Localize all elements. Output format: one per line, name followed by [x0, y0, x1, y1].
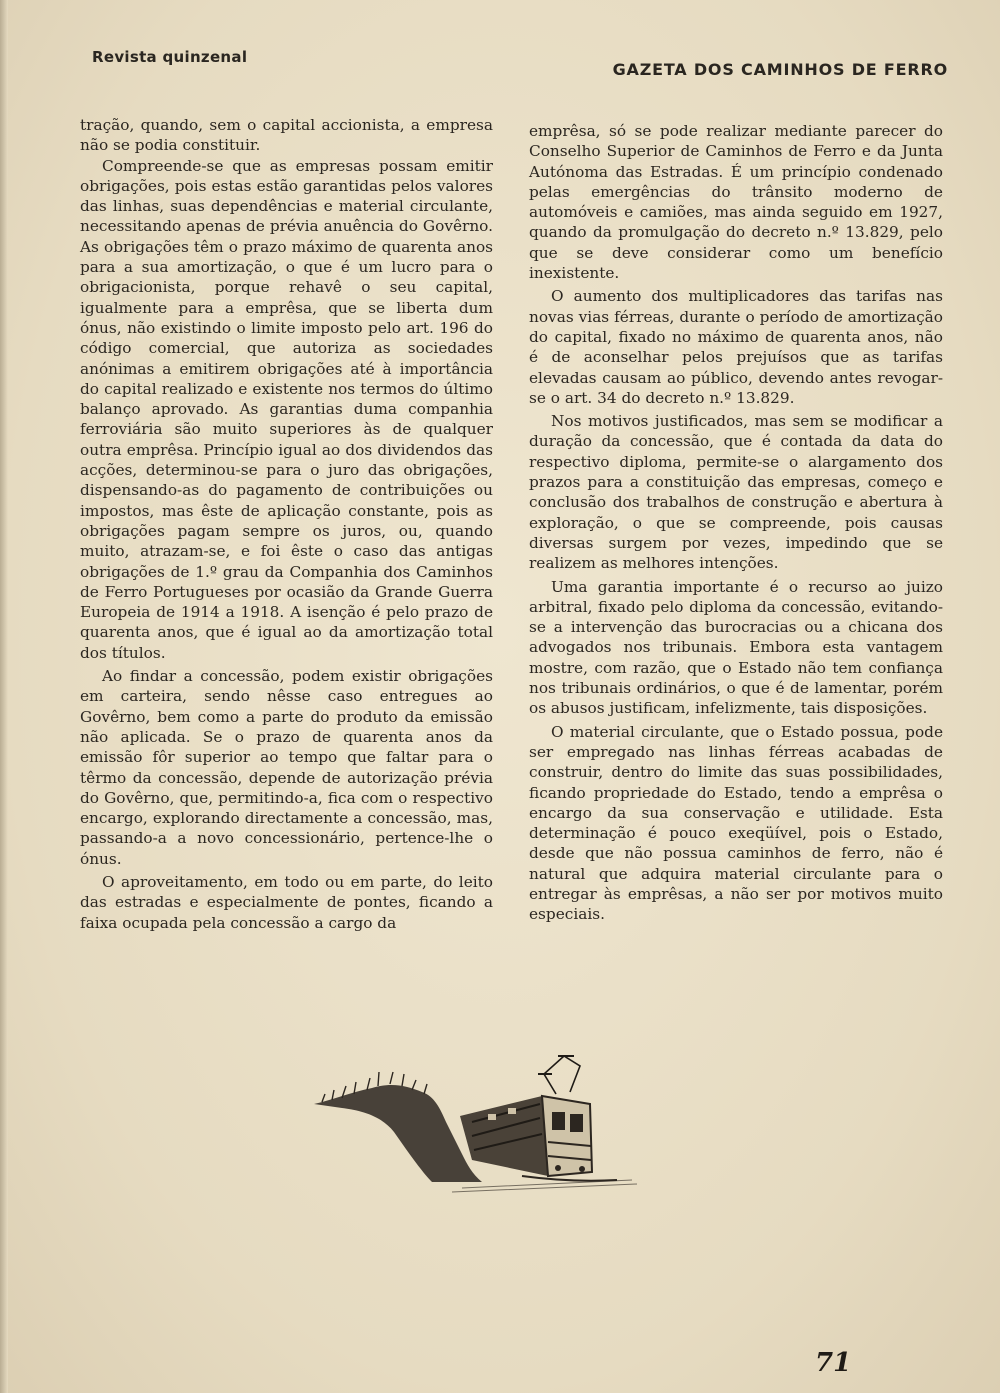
paragraph: Nos motivos justificados, mas sem se modificar a duração da concessão, que é contada da data do respectivo diploma, permite-se o alargamento dos prazos para a constituição das empresas, começo e conclusão dos trabalhos de construção e abertura à exploração, o que se compreende, pois causas diversas surgem por vezes, impedindo que se realizem as melhores intenções. — [529, 412, 943, 573]
page-edge — [0, 0, 8, 1393]
paragraph: Compreende-se que as empresas possam emitir obrigações, pois estas estão garantidas pelos valores das linhas, suas dependências e material circulante, necessitando apenas de prévia anuência do Govêrno. As obrigações têm o prazo máximo de quarenta anos para a sua amortização, o que é um lucro para o obrigacionista, porque rehavê o seu capital, igualmente para a emprêsa, que se liberta dum ónus, não existindo o limite imposto pelo art. 196 do código comercial, que autoriza as sociedades anónimas a emitirem obrigações até à importância do capital realizado e existente nos termos do último balanço aprovado. As garantias duma companhia ferroviária são muito superiores às de qualquer outra emprêsa. Princípio igual ao dos dividendos das acções, determinou-se para o juro das obrigações, dispensando-as do pagamento de contribuições ou impostos, mas êste de aplicação constante, pois as obrigações pagam sempre os juros, ou, quando muito, atrazam-se, e foi êste o caso das antigas obrigações de 1.º grau da Companhia dos Caminhos de Ferro Portugueses por ocasião da Grande Guerra Europeia de 1914 a 1918. A isenção é pelo prazo de quarenta anos, que é igual ao da amortização total dos títulos. — [80, 156, 493, 662]
paragraph: Uma garantia importante é o recurso ao juizo arbitral, fixado pelo diploma da concessão, evitando-se a intervenção das burocracias ou a chicana dos advogados nos tribunais. Embora esta vantagem mostre, com razão, que o Estado não tem confiança nos tribunais ordinários, o que é de lamentar, porém os abusos justificam, infelizmente, tais disposições. — [529, 577, 943, 718]
paragraph: Ao findar a concessão, podem existir obrigações em carteira, sendo nêsse caso entregues ao Govêrno, bem como a parte do produto da emissão não aplicada. Se o prazo de quarenta anos da emissão fôr superior ao tempo que faltar para o têrmo da concessão, depende de autorização prévia do Govêrno, que, permitindo-a, fica com o respectivo encargo, explorando directamente a concessão, mas, passando-a a novo concessionário, pertence-lhe o ónus. — [80, 667, 493, 868]
column-left — [80, 115, 493, 933]
paragraph: O material circulante, que o Estado possua, pode ser empregado nas linhas férreas acabadas de construir, dentro do limite das suas possibilidades, ficando propriedade do Estado, tendo a emprêsa o encargo da sua conservação e utilidade. Esta determinação é pouco exeqüível, pois o Estado, desde que não possua caminhos de ferro, não é natural que adquira material circulante para o entregar às emprêsas, a não ser por motivos muito especiais. — [529, 722, 943, 924]
header-right: GAZETA DOS CAMINHOS DE FERRO — [612, 60, 948, 79]
paragraph: O aumento dos multiplicadores das tarifas nas novas vias férreas, durante o período de amortização do capital, fixado no máximo de quarenta anos, não é de aconselhar pelos prejuísos que as tarifas elevadas causam ao público, devendo antes revogar-se o art. 34 do decreto n.º 13.829. — [529, 287, 943, 407]
column-right — [529, 121, 943, 925]
paragraph: tração, quando, sem o capital accionista, a empresa não se podia constituir. — [80, 116, 493, 155]
paragraph: emprêsa, só se pode realizar mediante parecer do Conselho Superior de Caminhos de Ferro e da Junta Autónoma das Estradas. É um princípio condenado pelas emergências do trânsito moderno de automóveis e camiões, mas ainda seguido em 1927, quando da promulgação do decreto n.º 13.829, pelo que se deve considerar como um benefício inexistente. — [529, 122, 943, 283]
electric-train-icon — [312, 1052, 637, 1197]
paragraph: O aproveitamento, em todo ou em parte, do leito das estradas e especialmente de pontes, ficando a faixa ocupada pela concessão a cargo da — [80, 872, 493, 932]
header-left: Revista quinzenal — [92, 48, 248, 66]
page-number: 71 — [815, 1348, 852, 1378]
